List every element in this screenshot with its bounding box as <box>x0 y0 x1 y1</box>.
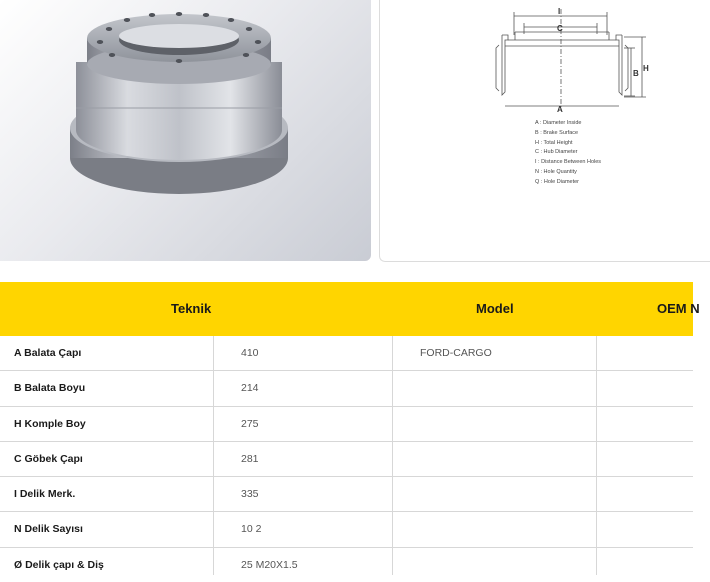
spec-label: H Komple Boy <box>14 417 86 430</box>
spec-value: 25 M20X1.5 <box>241 558 298 571</box>
column-header-model: Model <box>476 301 514 316</box>
column-header-oem: OEM N <box>657 301 700 316</box>
spec-label: B Balata Boyu <box>14 382 86 395</box>
legend-item: I : Distance Between Holes <box>535 159 602 166</box>
diagram-legend <box>535 119 601 188</box>
brake-drum-diagram <box>380 0 710 115</box>
legend-item: H : Total Height <box>535 139 573 146</box>
spec-value: 10 2 <box>241 523 262 536</box>
table-row <box>0 336 693 371</box>
spec-table-body <box>0 336 693 582</box>
table-row <box>0 442 693 477</box>
spec-label: C Göbek Çapı <box>14 452 83 465</box>
spec-label: I Delik Merk. <box>14 488 76 501</box>
dim-label-c: C <box>557 24 563 33</box>
brake-drum-image <box>0 0 371 261</box>
table-row <box>0 407 693 442</box>
spec-model: FORD-CARGO <box>420 347 492 359</box>
product-image-panel <box>0 0 371 261</box>
column-header-teknik: Teknik <box>171 301 212 316</box>
dim-label-h: H <box>643 64 649 73</box>
technical-diagram-panel <box>379 0 710 262</box>
spec-label: Ø Delik çapı & Diş <box>14 558 104 571</box>
table-row <box>0 548 693 582</box>
legend-item: A : Diameter Inside <box>535 120 582 126</box>
spec-value: 335 <box>241 488 259 501</box>
spec-table-header <box>0 282 700 336</box>
legend-item: Q : Hole Diameter <box>535 178 580 185</box>
legend-item: C : Hub Diameter <box>535 149 578 156</box>
legend-item: B : Brake Surface <box>535 129 579 136</box>
spec-value: 281 <box>241 452 259 465</box>
spec-value: 275 <box>241 417 259 430</box>
table-row <box>0 371 693 406</box>
legend-item: N : Hole Quantity <box>535 168 577 175</box>
spec-value: 214 <box>241 382 259 395</box>
table-row <box>0 477 693 512</box>
dim-label-i: I <box>558 7 561 16</box>
spec-label: A Balata Çapı <box>14 347 82 359</box>
dim-label-b: B <box>633 69 639 78</box>
table-row <box>0 512 693 547</box>
dim-label-a: A <box>557 105 563 114</box>
spec-value: 410 <box>241 347 259 359</box>
spec-label: N Delik Sayısı <box>14 523 83 536</box>
